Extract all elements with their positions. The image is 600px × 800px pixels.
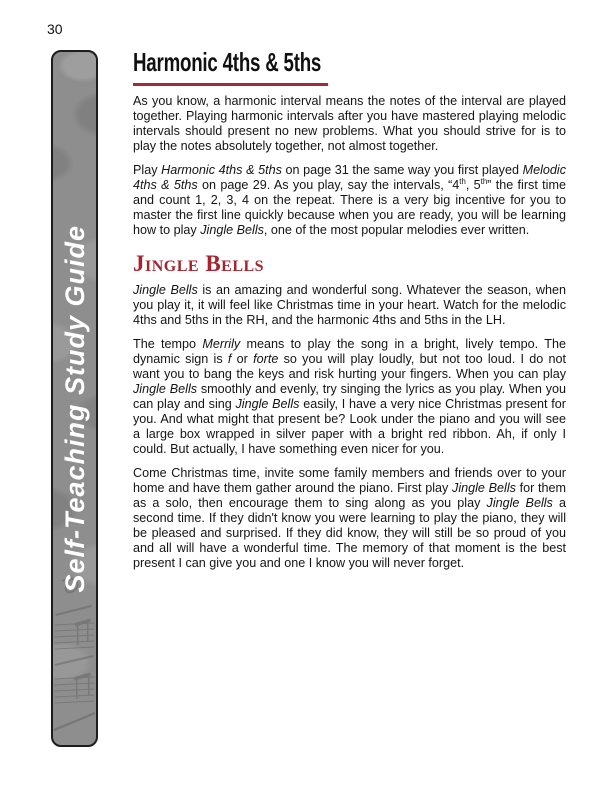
section-heading: Jingle Bells: [133, 251, 265, 276]
content-column: [133, 47, 566, 580]
paragraph: As you know, a harmonic interval means the notes of the interval are played together. Playing harmonic intervals after you have mastered playing melodic intervals should present no new problems. What you should strive for is to play the notes absolutely together, not almost together.: [133, 94, 566, 153]
sidebar-title: Self-Teaching Study Guide: [60, 225, 90, 593]
sheet-music-art: [53, 575, 96, 745]
paragraph: Play Harmonic 4ths & 5ths on page 31 the same way you first played Melodic 4ths & 5ths on page 29. As you play, say the intervals, “4th, 5th” the first time and count 1, 2, 3, 4 on the repeat. There is a very big incentive for you to master the first line quickly because when you are ready, you will be learning how to play Jingle Bells, one of the most popular melodies ever written.: [133, 163, 566, 237]
page-title: Harmonic 4ths & 5ths: [133, 47, 328, 86]
body-blocks: [133, 94, 566, 571]
sidebar-tab: [51, 50, 98, 747]
paragraph: The tempo Merrily means to play the song in a bright, lively tempo. The dynamic sign is f or forte so you will play loudly, but not too loud. I do not want you to bang the keys and risk hurting your fingers. When you can play Jingle Bells smoothly and evenly, try singing the lyrics as you play. When you can play and sing Jingle Bells easily, I have a very nice Christmas present for you. And what might that present be? Look under the piano and you will see a large box wrapped in silver paper with a bright red ribbon. Ah, if only I could. But actually, I have something even nicer for you.: [133, 337, 567, 456]
paragraph: Come Christmas time, invite some family members and friends over to your home and have them gather around the piano. First play Jingle Bells for them as a solo, then encourage them to sing along as you play Jingle Bells a second time. If they didn't know you were learning to play the piano, they will be pleased and surprised. If they did know, they will still be so proud of you and all will have a wonderful time. The memory of that moment is the best present I can give you and one I know you will never forget.: [133, 466, 566, 570]
page-number: 30: [47, 21, 63, 37]
paragraph: Jingle Bells is an amazing and wonderful song. Whatever the season, when you play it, it will feel like Christmas time in your heart. Watch for the melodic 4ths and 5ths in the RH, and the harmonic 4ths and 5ths in the LH.: [133, 283, 566, 327]
